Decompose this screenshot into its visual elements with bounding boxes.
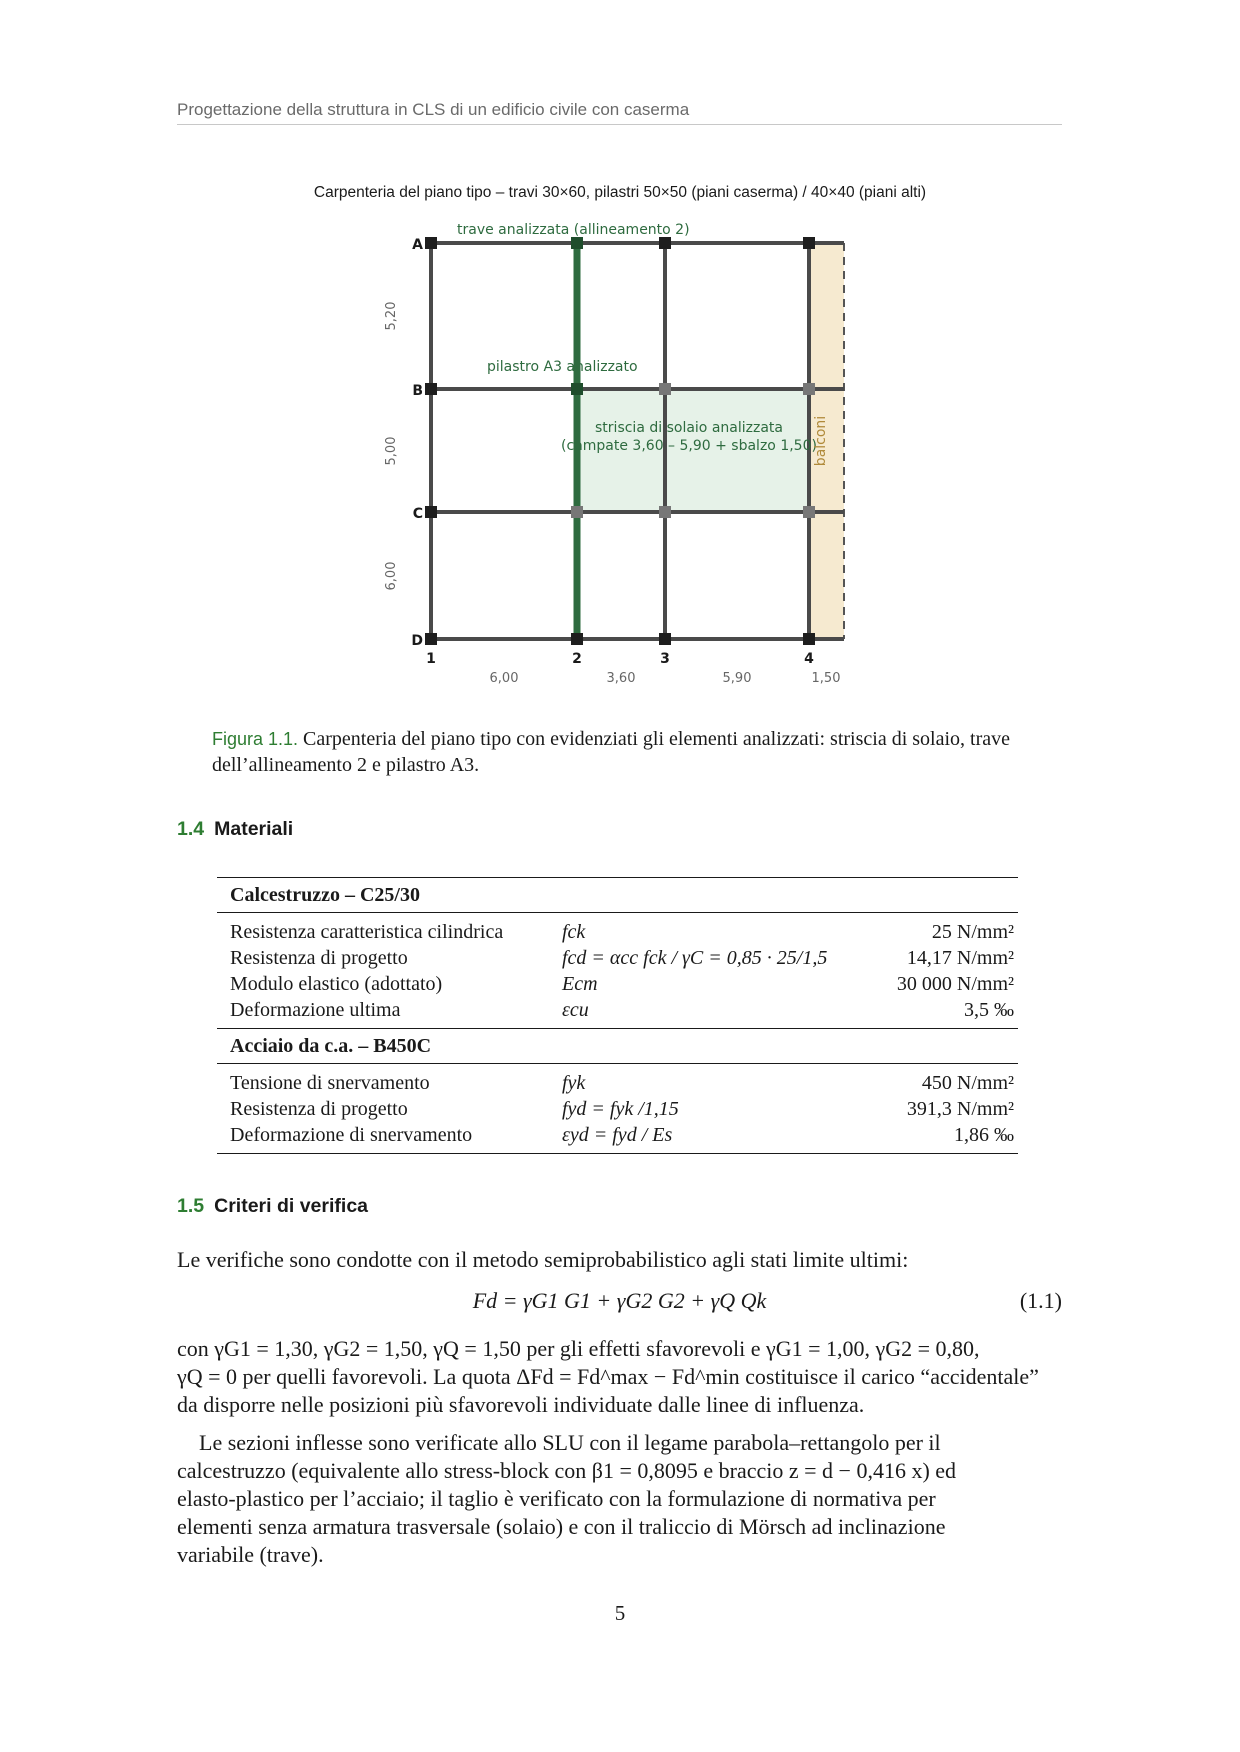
row-label: Deformazione di snervamento [230,1124,473,1146]
section-title: Criteri di verifica [214,1195,369,1217]
floor-plan-figure [0,0,1240,700]
strip-label-2: (campate 3,60 – 5,90 + sbalzo 1,50) [561,438,817,454]
row-label: Tensione di snervamento [230,1072,430,1094]
row-symbol: εyd = fyd / Es [562,1124,673,1146]
running-header: Progettazione della struttura in CLS di un edificio civile con caserma [177,100,690,119]
section-heading-criteria [177,1195,368,1218]
col-label-4: 4 [804,651,814,667]
paragraph-line: elasto-plastico per l’acciaio; il taglio è verificato con la formulazione di normativa per [177,1486,936,1511]
row-label-b: B [412,383,423,399]
paragraph-line: con γG1 = 1,30, γG2 = 1,50, γQ = 1,50 per gli effetti sfavorevoli e γG1 = 1,00, γG2 = 0,80, [177,1336,980,1361]
col-label-3: 3 [660,651,670,667]
row-symbol: Ecm [562,973,598,995]
row-value: 391,3 N/mm² [906,1098,1014,1120]
span-x-2: 3,60 [606,671,636,686]
row-symbol: εcu [562,999,589,1021]
caption-text: Carpenteria del piano tipo con evidenziati gli elementi analizzati: striscia di solaio, trave dell’allineamento 2 e pilastro A3. [212,728,1011,776]
equation [177,1288,1062,1320]
concrete-group-title: Calcestruzzo – C25/30 [230,884,420,906]
paragraph-line: calcestruzzo (equivalente allo stress-block con β1 = 0,8095 e braccio z = d − 0,416 x) ed [177,1458,957,1483]
row-value: 450 N/mm² [921,1072,1014,1094]
table-row [217,1070,1018,1096]
row-label: Deformazione ultima [230,999,401,1021]
span-y-2: 5,00 [384,436,399,466]
table-row [217,971,1018,997]
row-symbol: fck [562,921,586,943]
paragraph-verification [177,1429,1062,1569]
figure-caption [212,726,1032,778]
section-heading-materials [177,818,293,841]
table-row [217,1122,1018,1148]
paragraph-line: da disporre nelle posizioni più sfavorevoli individuate dalle linee di influenza. [177,1392,865,1417]
balcony-label: balconi [813,415,829,467]
equation-number: (1.1) [1019,1288,1062,1313]
table-row [217,919,1018,945]
row-value: 30 000 N/mm² [896,973,1014,995]
row-label: Resistenza di progetto [230,1098,408,1120]
materials-table [217,877,1018,1154]
section-number: 1.4 [177,818,205,840]
row-label-c: C [412,506,423,522]
figure-title: Carpenteria del piano tipo – travi 30×60, pilastri 50×50 (piani caserma) / 40×40 (piani alti) [313,184,927,201]
column-label: pilastro A3 analizzato [487,359,638,375]
row-symbol: fcd = αcc fck / γC = 0,85 · 25/1,5 [562,947,828,969]
paragraph-line: γQ = 0 per quelli favorevoli. La quota ΔFd = Fd^max − Fd^min costituisce il carico “accidentale” [177,1364,1039,1389]
paragraph-load-factors [177,1335,1062,1419]
table-bottom-rule [217,1153,1018,1154]
concrete-rows [217,913,1018,1028]
span-x-4: 1,50 [811,671,841,686]
row-label: Resistenza caratteristica cilindrica [230,921,504,943]
section-title: Materiali [214,818,294,840]
span-x-3: 5,90 [722,671,752,686]
col-label-2: 2 [572,651,582,667]
row-label: Modulo elastico (adottato) [230,973,443,995]
row-value: 1,86 ‰ [954,1124,1014,1146]
row-value: 25 N/mm² [931,921,1014,943]
intro-paragraph: Le verifiche sono condotte con il metodo semiprobabilistico agli stati limite ultimi: [177,1247,909,1272]
row-value: 3,5 ‰ [964,999,1014,1021]
row-symbol: fyk [562,1072,586,1094]
row-label-a: A [412,237,423,253]
row-label: Resistenza di progetto [230,947,408,969]
span-y-3: 6,00 [384,561,399,591]
row-symbol: fyd = fyk /1,15 [562,1098,679,1120]
section-number: 1.5 [177,1195,205,1217]
equation-expression: Fd = γG1 G1 + γG2 G2 + γQ Qk [472,1288,767,1313]
table-row [217,1096,1018,1122]
steel-group-title: Acciaio da c.a. – B450C [230,1035,432,1057]
steel-rows [217,1064,1018,1153]
span-x-1: 6,00 [489,671,519,686]
page-number: 5 [614,1601,626,1625]
paragraph-line: elementi senza armatura trasversale (solaio) e con il traliccio di Mörsch ad inclinazione [177,1514,946,1539]
paragraph-line: Le sezioni inflesse sono verificate allo SLU con il legame parabola–rettangolo per il [199,1430,941,1455]
strip-label-1: striscia di solaio analizzata [595,420,783,436]
table-row [217,945,1018,971]
beam-label: trave analizzata (allineamento 2) [457,222,690,238]
paragraph-line: variabile (trave). [177,1542,324,1567]
row-label-d: D [411,633,423,649]
span-y-1: 5,20 [384,301,399,331]
caption-label: Figura 1.1. [212,729,299,749]
table-row [217,997,1018,1023]
row-value: 14,17 N/mm² [906,947,1014,969]
col-label-1: 1 [426,651,436,667]
